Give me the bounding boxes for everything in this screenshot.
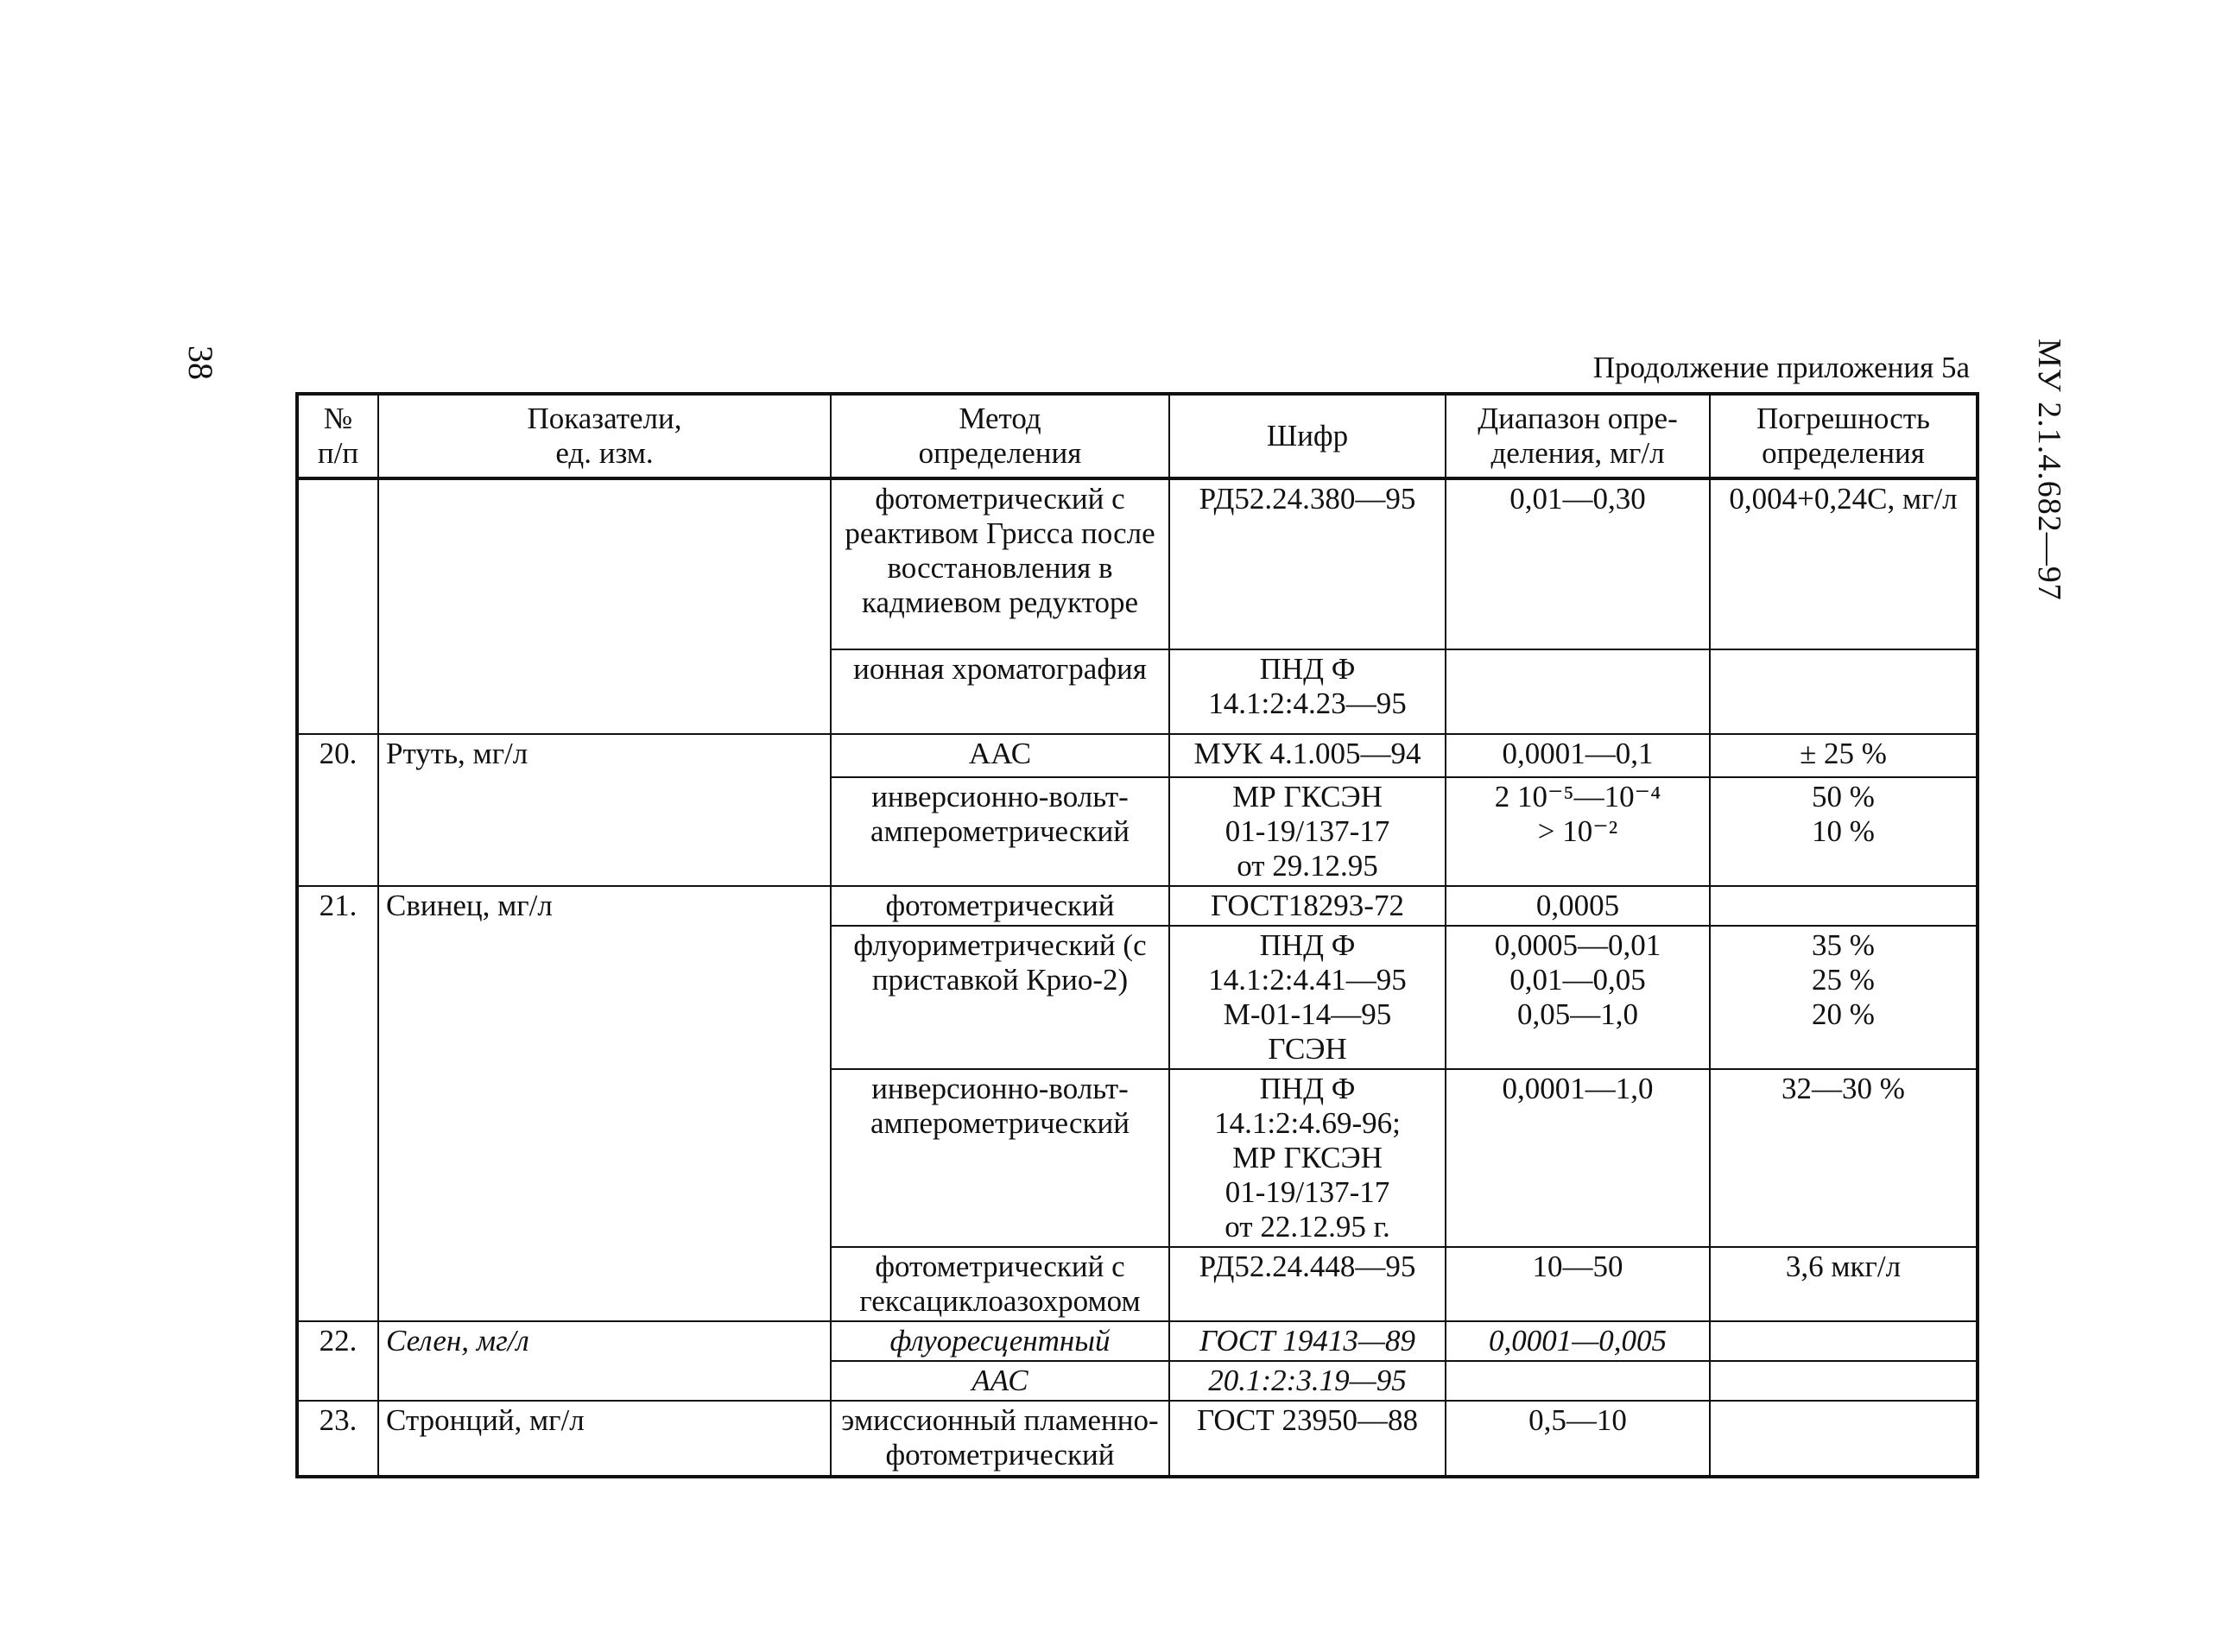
cell-num (297, 478, 378, 734)
cell-num: 20. (297, 734, 378, 886)
cell-code: ГОСТ 23950—88 (1169, 1401, 1446, 1477)
cell-error: 0,004+0,24С, мг/л (1710, 478, 1978, 649)
header-method: Метод определения (831, 394, 1169, 478)
cell-error: 3,6 мкг/л (1710, 1247, 1978, 1321)
table-row (297, 1401, 1978, 1477)
cell-code: ПНД Ф 14.1:2:4.23—95 (1169, 649, 1446, 734)
cell-error: 32—30 % (1710, 1069, 1978, 1247)
table-header-row (297, 394, 1978, 478)
cell-code: ПНД Ф 14.1:2:4.41—95 М-01-14—95 ГСЭН (1169, 926, 1446, 1069)
cell-range (1446, 1361, 1710, 1401)
table-row (297, 886, 1978, 926)
header-indicator: Показатели, ед. изм. (378, 394, 831, 478)
cell-method: инверсионно-вольт-амперометрический (831, 777, 1169, 886)
cell-error: 50 % 10 % (1710, 777, 1978, 886)
cell-indicator: Ртуть, мг/л (378, 734, 831, 886)
cell-error: 35 % 25 % 20 % (1710, 926, 1978, 1069)
cell-error (1710, 886, 1978, 926)
cell-range: 2 10⁻⁵—10⁻⁴ > 10⁻² (1446, 777, 1710, 886)
header-code: Шифр (1169, 394, 1446, 478)
table-row (297, 478, 1978, 649)
cell-error (1710, 649, 1978, 734)
cell-code: 20.1:2:3.19—95 (1169, 1361, 1446, 1401)
cell-method: ААС (831, 734, 1169, 777)
cell-method: фотометрический с гексациклоазохромом (831, 1247, 1169, 1321)
table-body (297, 478, 1978, 1477)
cell-range: 0,0001—0,005 (1446, 1321, 1710, 1361)
cell-method: флуоресцентный (831, 1321, 1169, 1361)
cell-num: 21. (297, 886, 378, 1321)
cell-method: ионная хроматография (831, 649, 1169, 734)
cell-range: 0,01—0,30 (1446, 478, 1710, 649)
cell-indicator: Стронций, мг/л (378, 1401, 831, 1477)
cell-code: РД52.24.448—95 (1169, 1247, 1446, 1321)
cell-num: 23. (297, 1401, 378, 1477)
cell-method: фотометрический с реактивом Грисса после восстановления в кадмиевом редукторе (831, 478, 1169, 649)
document-code: МУ 2.1.4.682—97 (2031, 339, 2067, 601)
cell-method: эмиссионный пламенно-фотометрический (831, 1401, 1169, 1477)
cell-method: инверсионно-вольт-амперометрический (831, 1069, 1169, 1247)
header-range: Диапазон опре- деления, мг/л (1446, 394, 1710, 478)
cell-range: 10—50 (1446, 1247, 1710, 1321)
table-row (297, 734, 1978, 777)
header-num: № п/п (297, 394, 378, 478)
cell-code: ГОСТ18293-72 (1169, 886, 1446, 926)
cell-range: 0,5—10 (1446, 1401, 1710, 1477)
cell-error (1710, 1321, 1978, 1361)
cell-method: фотометрический (831, 886, 1169, 926)
cell-method: ААС (831, 1361, 1169, 1401)
cell-range: 0,0005—0,01 0,01—0,05 0,05—1,0 (1446, 926, 1710, 1069)
methods-table (295, 392, 1979, 1478)
cell-code: РД52.24.380—95 (1169, 478, 1446, 649)
continuation-caption: Продолжение приложения 5а (1592, 351, 1970, 384)
cell-code: ПНД Ф 14.1:2:4.69-96; МР ГКСЭН 01-19/137-17 от 22.12.95 г. (1169, 1069, 1446, 1247)
table-row (297, 1321, 1978, 1361)
cell-indicator (378, 478, 831, 734)
cell-indicator: Селен, мг/л (378, 1321, 831, 1401)
cell-range: 0,0001—0,1 (1446, 734, 1710, 777)
cell-range: 0,0001—1,0 (1446, 1069, 1710, 1247)
cell-method: флуориметрический (с приставкой Крио-2) (831, 926, 1169, 1069)
cell-indicator: Свинец, мг/л (378, 886, 831, 1321)
cell-num: 22. (297, 1321, 378, 1401)
cell-range (1446, 649, 1710, 734)
cell-code: МР ГКСЭН 01-19/137-17 от 29.12.95 (1169, 777, 1446, 886)
cell-code: ГОСТ 19413—89 (1169, 1321, 1446, 1361)
cell-range: 0,0005 (1446, 886, 1710, 926)
cell-error (1710, 1401, 1978, 1477)
page-number: 38 (181, 345, 220, 380)
cell-error (1710, 1361, 1978, 1401)
cell-code: МУК 4.1.005—94 (1169, 734, 1446, 777)
cell-error: ± 25 % (1710, 734, 1978, 777)
header-error: Погрешность определения (1710, 394, 1978, 478)
